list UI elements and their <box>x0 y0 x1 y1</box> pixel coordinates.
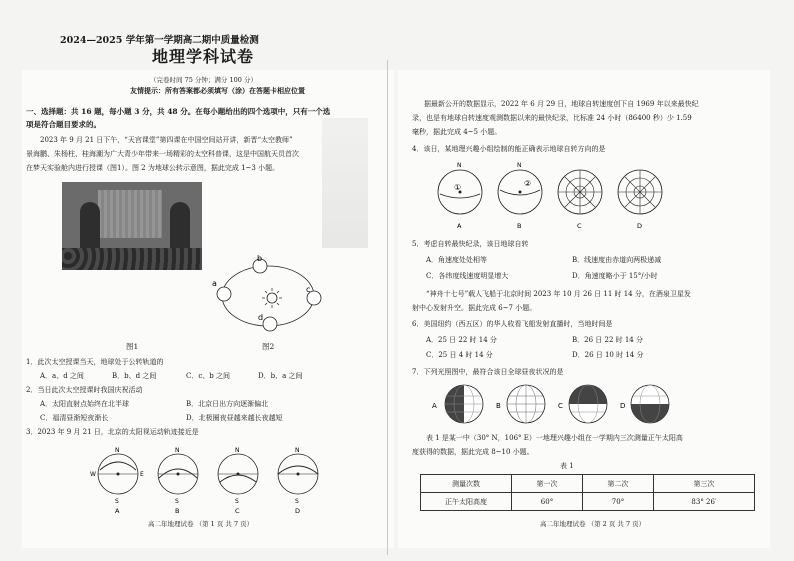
diagram-letter-d: D <box>637 222 643 230</box>
table-header-cell: 第二次 <box>583 475 654 493</box>
q2-option-c: C．福清昼渐短夜渐长 <box>40 414 109 422</box>
diagram-letter-a: A <box>457 222 462 230</box>
circle-label-1: ① <box>454 183 462 192</box>
question-4: 4．该日，某地理兴趣小组绘制的能正确表示地球自转方向的是 <box>412 145 606 153</box>
table-header-cell: 第三次 <box>654 475 755 493</box>
passage2-line: 射中心发射升空。据此完成 6~7 小题。 <box>412 304 537 312</box>
compass-s: S <box>175 498 179 505</box>
compass-e: E <box>140 471 144 478</box>
globe-d <box>278 454 318 494</box>
compass-s: S <box>235 498 239 505</box>
compass-s: S <box>295 498 299 505</box>
earth-position-d <box>263 317 277 331</box>
photo-person <box>80 202 100 252</box>
compass-n: N <box>517 162 522 169</box>
globe-letter-c: C <box>235 507 240 514</box>
passage3-line: 度获得的数据，据此完成 8~10 小题。 <box>412 448 534 456</box>
passage2-line: “神舟十七号”载人飞船于北京时间 2023 年 10 月 26 日 11 时 14 分，在酒泉卫星发 <box>426 290 691 298</box>
circle-label-2: ② <box>524 179 532 188</box>
map-letter-d: D <box>620 402 626 410</box>
map-letter-c: C <box>558 402 563 410</box>
page-footer-left: 高二年地理试卷 （第 1 页 共 7 页） <box>148 520 254 528</box>
exam-header: 2024—2025 学年第一学期高二期中质量检测 <box>60 35 259 46</box>
q7-illumination-maps <box>418 380 688 430</box>
globe-letter-b: B <box>175 507 180 514</box>
exam-tip: 友情提示：所有答案都必须填写（涂）在答题卡相应位置 <box>130 86 305 95</box>
q5-option-a: A．角速度处处相等 <box>426 256 488 264</box>
intro-line: 据最新公开的数据显示，2022 年 6 月 29 日，地球自转速度创下自 1969 年以来最快纪 <box>424 100 699 108</box>
section1-line1: 一、选择题：共 16 题，每小题 3 分，共 48 分。在每小题给出的四个选项中，只有一个选 <box>26 107 331 116</box>
page-divider <box>387 60 388 555</box>
q1-option-c: C．c、b 之间 <box>186 372 230 380</box>
table-header-cell: 测量次数 <box>421 475 512 493</box>
section1-line2: 项是符合题目要求的。 <box>26 120 101 129</box>
table-cell: 60° <box>512 493 583 511</box>
question-5: 5．考虑自转最快纪录，该日地球自转 <box>412 240 529 248</box>
compass-w: W <box>90 471 96 478</box>
question-2: 2．当日此次太空授课时我国庆祝活动 <box>26 386 143 394</box>
q5-option-b: B．线速度由赤道向两极递减 <box>572 256 662 264</box>
rotation-diagram-a <box>438 170 482 214</box>
measurement-table <box>420 474 755 511</box>
sun-icon <box>262 288 282 308</box>
table-cell: 正午太阳高度 <box>421 493 512 511</box>
compass-n: N <box>457 162 462 169</box>
exam-title: 地理学科试卷 <box>152 47 255 66</box>
figure2-orbit-diagram <box>210 252 330 342</box>
orbit-label-c: c <box>306 285 311 294</box>
globe-a <box>98 454 138 494</box>
q6-option-c: C．25 日 4 时 14 分 <box>426 351 493 359</box>
q1-option-a: A．a、d 之间 <box>40 372 84 380</box>
q6-option-d: D．26 日 10 时 14 分 <box>572 351 644 359</box>
table-cell: 83° 26′ <box>654 493 755 511</box>
globe-letter-d: D <box>295 507 301 514</box>
rotation-diagram-c <box>558 170 602 214</box>
passage3-line: 表 1 是某一中（30° N，106° E）一地理兴趣小组在一学期内三次测量正午太阳高 <box>426 434 683 442</box>
table-header-cell: 第一次 <box>512 475 583 493</box>
figure2-caption: 图2 <box>262 342 275 351</box>
table-cell: 70° <box>583 493 654 511</box>
passage-line: 在梦天实验舱内进行授课（图1）。图 2 为地球公转示意图，据此完成 1~3 小题。 <box>26 164 280 172</box>
intro-line: 录，也是有地球自转速度观测数据以来的最快纪录，比标准 24 小时（86400 秒）少 1.59 <box>412 114 692 122</box>
illumination-map-d <box>631 385 669 423</box>
exam-duration: （完卷时间 75 分钟；满分 100 分） <box>150 76 257 84</box>
compass-s: S <box>115 498 119 505</box>
illumination-map-a <box>445 385 483 423</box>
table-header-row <box>421 475 755 493</box>
orbit-label-b: b <box>257 254 263 263</box>
illumination-map-c <box>569 385 607 423</box>
globe-c <box>218 454 258 494</box>
photo-person <box>170 202 190 252</box>
q1-option-b: B．b、d 之间 <box>112 372 157 380</box>
compass-n: N <box>175 447 180 454</box>
map-letter-a: A <box>432 402 437 410</box>
q6-option-a: A．25 日 22 时 14 分 <box>426 336 497 344</box>
question-3: 3．2023 年 9 月 21 日，北京的太阳视运动轨迹接近是 <box>26 428 199 436</box>
question-6: 6．美国纽约（西五区）的华人收看飞船发射直播时，当地时间是 <box>412 320 613 328</box>
rotation-diagram-d <box>618 170 662 214</box>
passage-line: 景海鹏、朱杨柱、桂海潮为广大青少年带来一场精彩的太空科普课，这是中国航天员首次 <box>26 150 299 158</box>
q6-option-b: B．26 日 22 时 14 分 <box>572 336 643 344</box>
globe-b <box>158 454 198 494</box>
question-1: 1．此次太空授课当天，地球处于公转轨道的 <box>26 358 164 366</box>
orbit-label-a: a <box>212 279 217 288</box>
table-title: 表 1 <box>560 462 574 470</box>
q2-option-a: A．太阳直射点始终在北半球 <box>40 400 130 408</box>
diagram-letter-c: C <box>577 222 582 230</box>
map-letter-b: B <box>496 402 501 410</box>
photo-screen <box>98 190 162 238</box>
globe-letter-a: A <box>115 507 120 514</box>
photo-audience <box>62 248 202 270</box>
passage-line: 2023 年 9 月 21 日下午，“天宫课堂”第四课在中国空间站开讲，新晋“太空教师” <box>40 136 293 144</box>
intro-line: 毫秒，据此完成 4~5 小题。 <box>412 128 502 136</box>
q2-option-d: D．北极圈夜昼越来越长夜越短 <box>186 414 283 422</box>
illumination-map-b <box>507 385 545 423</box>
figure1-caption: 图1 <box>126 342 139 351</box>
q3-sun-path-globes <box>88 442 328 514</box>
diagram-letter-b: B <box>517 222 522 230</box>
orbit-label-d: d <box>258 313 264 322</box>
q4-rotation-diagrams <box>430 160 670 232</box>
scan-shadow <box>322 118 368 248</box>
compass-n: N <box>235 447 240 454</box>
question-7: 7．下列光照图中，最符合该日全球昼夜状况的是 <box>412 368 564 376</box>
rotation-diagram-b <box>498 170 542 214</box>
earth-position-a <box>217 287 231 301</box>
q1-option-d: D．b、a 之间 <box>258 372 303 380</box>
q2-option-b: B．北京日出方向逐渐偏北 <box>186 400 269 408</box>
page-footer-right: 高二年地理试卷 （第 2 页 共 7 页） <box>540 520 646 528</box>
figure1-photo <box>62 182 202 270</box>
q5-option-c: C．各纬度线速度明显增大 <box>426 272 509 280</box>
table-row <box>421 493 755 511</box>
compass-n: N <box>295 447 300 454</box>
compass-n: N <box>115 447 120 454</box>
q5-option-d: D．角速度略小于 15°/小时 <box>572 272 658 280</box>
